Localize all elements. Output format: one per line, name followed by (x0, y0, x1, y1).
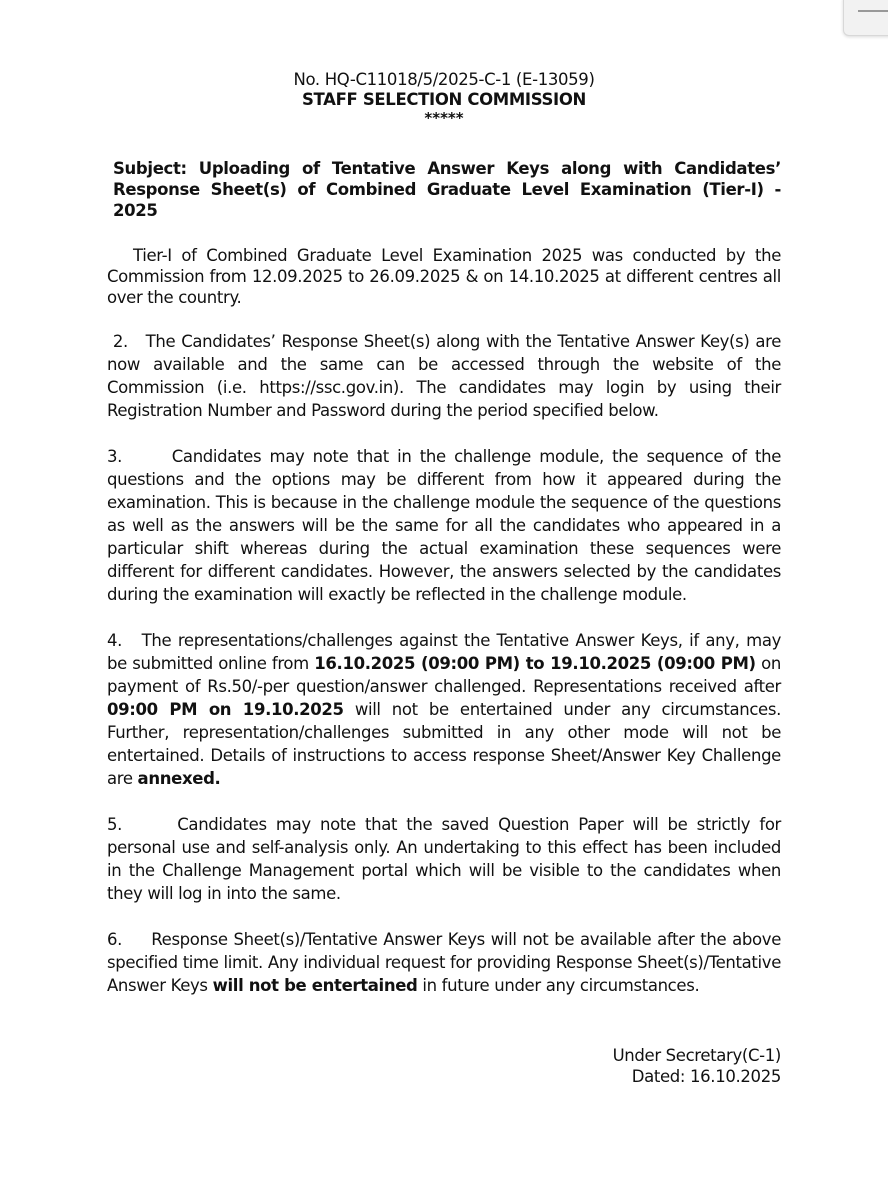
paragraph-number: 4. (107, 631, 123, 650)
page-control-button[interactable] (843, 0, 888, 36)
annexed-text: annexed. (137, 769, 221, 788)
paragraph-number: 5. (107, 815, 123, 834)
paragraph-1: Tier-I of Combined Graduate Level Examination 2025 was conducted by the Commission from 12.09.2025 to 26.09.2025 & on 14.10.2025 at different centres all over the country. (107, 246, 781, 307)
deadline-text: 09:00 PM on 19.10.2025 (107, 700, 344, 719)
separator: ***** (424, 109, 464, 127)
reference-number: No. HQ-C11018/5/2025-C-1 (E-13059) (293, 70, 595, 89)
signatory-designation: Under Secretary(C-1) (612, 1046, 781, 1065)
paragraph-3 (107, 445, 781, 606)
paragraph-2 (107, 330, 781, 422)
paragraph-text: The Candidates’ Response Sheet(s) along with the Tentative Answer Key(s) are now available and the same can be accessed through the website of the Commission (i.e. https://ssc.gov.in). The candidates may login by using their Registration Number and Password during the period specified below. (107, 332, 781, 420)
minus-icon (858, 10, 888, 12)
paragraph-6 (107, 928, 781, 997)
paragraph-text: on payment of Rs.50/-per question/answer challenged. Representations received after (107, 654, 781, 696)
paragraph-text: will not be entertained under any circumstances. Further, representation/challenges submitted in any other mode will not be entertained. Details of instructions to access response Sheet/Answer Key Challenge are (107, 700, 782, 788)
paragraph-number: 6. (107, 930, 123, 949)
paragraph-5 (107, 813, 781, 905)
paragraph-text: Candidates may note that in the challenge module, the sequence of the questions and the options may be different from how it appeared during the examination. This is because in the challenge module the sequence of the questions as well as the answers will be the same for all the candidates who appeared in a particular shift whereas during the actual examination these sequences were different for different candidates. However, the answers selected by the candidates during the examination will exactly be reflected in the challenge module. (107, 447, 781, 604)
document-header (107, 70, 781, 126)
signature-block (613, 1045, 781, 1087)
paragraph-text: Response Sheet(s)/Tentative Answer Keys will not be available after the above specified time limit. Any individual request for providing Response Sheet(s)/Tentative Answer Keys (107, 930, 781, 995)
challenge-window-dates: 16.10.2025 (09:00 PM) to 19.10.2025 (09:00 PM) (314, 654, 756, 673)
paragraph-4 (107, 629, 781, 790)
notice-document (107, 70, 782, 1086)
organization-name: STAFF SELECTION COMMISSION (302, 90, 586, 109)
paragraph-number: 3. (107, 447, 123, 466)
not-entertained-text: will not be entertained (212, 976, 418, 995)
paragraph-text: Candidates may note that the saved Question Paper will be strictly for personal use and self-analysis only. An undertaking to this effect has been included in the Challenge Management portal which will be visible to the candidates when they will log in into the same. (107, 815, 781, 903)
issue-date: Dated: 16.10.2025 (631, 1067, 781, 1086)
paragraph-text: The representations/challenges against the Tentative Answer Keys, if any, may be submitted online from (107, 631, 781, 673)
paragraph-number: 2. (112, 332, 128, 351)
subject-line: Subject: Uploading of Tentative Answer Keys along with Candidates’ Response Sheet(s) of Combined Graduate Level Examination (Tier-I) - 2025 (113, 159, 781, 220)
paragraph-text: in future under any circumstances. (417, 976, 700, 995)
